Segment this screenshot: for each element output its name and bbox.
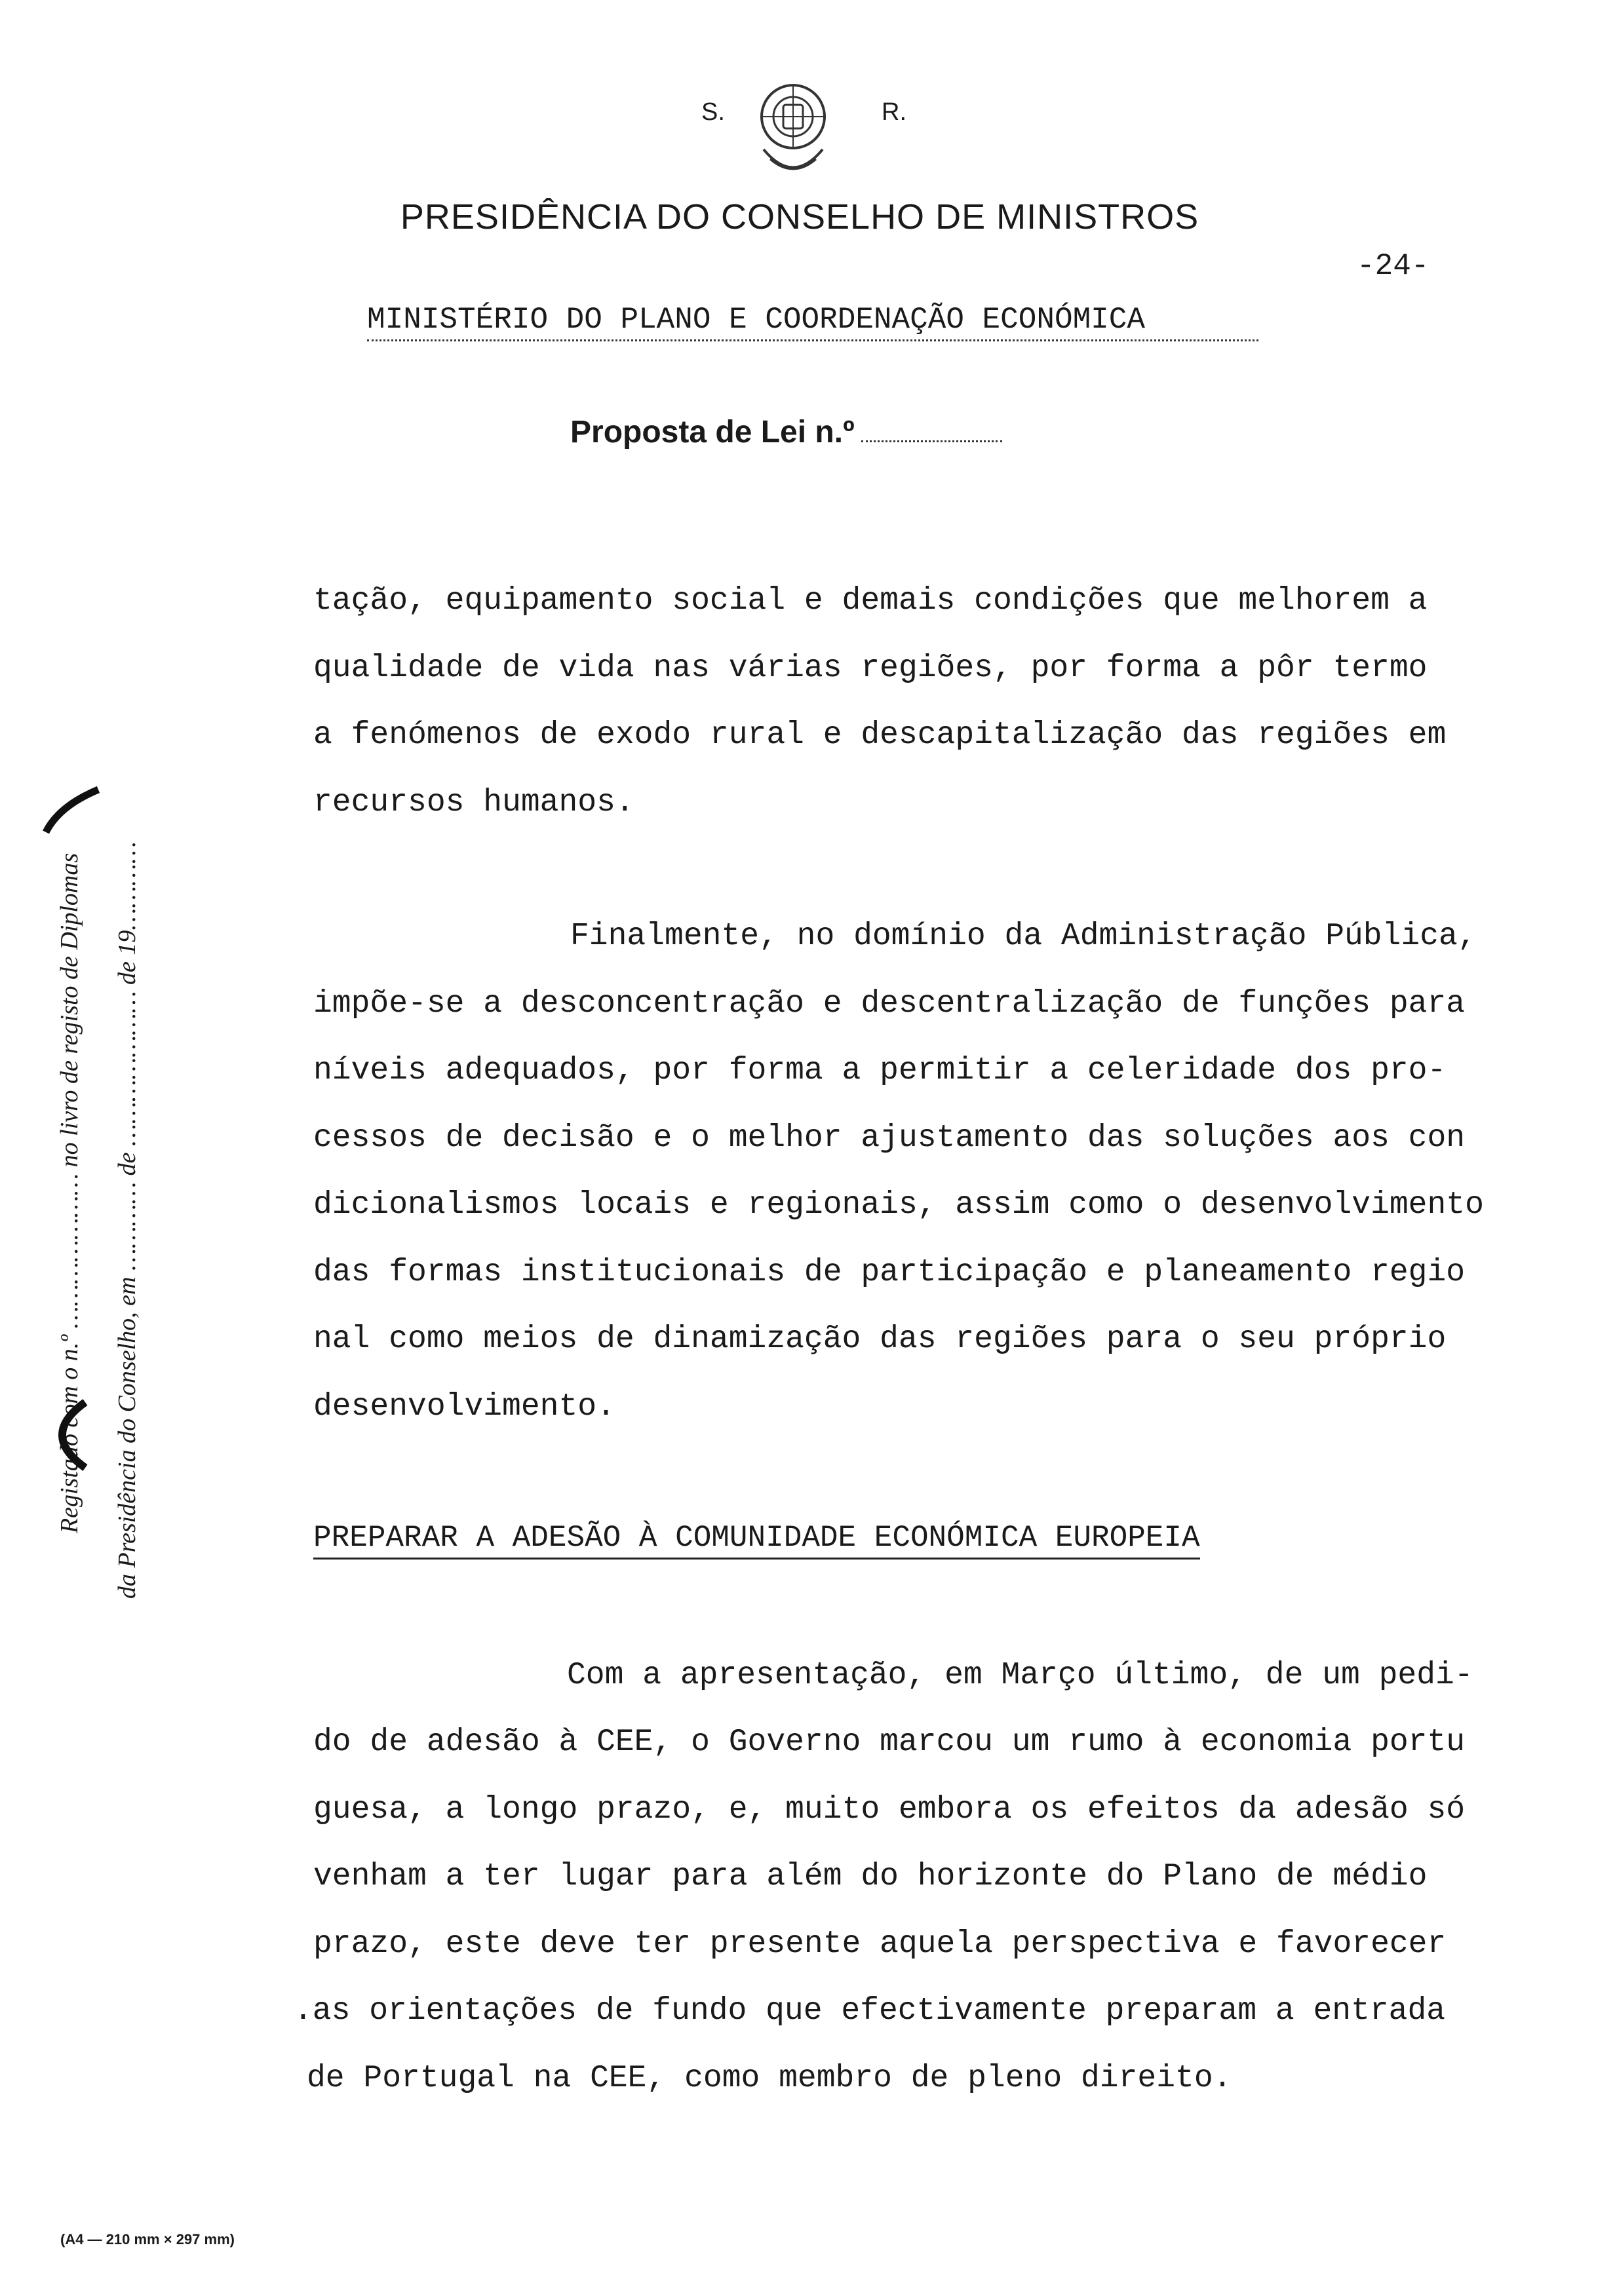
text-line: prazo, este deve ter presente aquela perspectiva e favorecer [313, 1926, 1447, 1962]
margin-registry-line-1: Registado com o n.º ………………… no livro de registo de Diplomas [56, 852, 83, 1533]
ministry-title: MINISTÉRIO DO PLANO E COORDENAÇÃO ECONÓMICA [367, 303, 1258, 341]
presidency-title: PRESIDÊNCIA DO CONSELHO DE MINISTROS [400, 197, 1199, 237]
section-heading-wrap [313, 1520, 1200, 1556]
proposal-label: Proposta de Lei n.º [570, 414, 1002, 450]
text-line: recursos humanos. [313, 785, 634, 820]
text-line: qualidade de vida nas várias regiões, por forma a pôr termo [313, 651, 1428, 686]
text-line: nal como meios de dinamização das regiões para o seu próprio [313, 1322, 1447, 1357]
text-line: venham a ter lugar para além do horizonte do Plano de médio [313, 1859, 1428, 1894]
section-heading: PREPARAR A ADESÃO À COMUNIDADE ECONÓMICA EUROPEIA [313, 1521, 1200, 1559]
bracket-mark-icon [33, 1396, 98, 1474]
paper-size-note: (A4 — 210 mm × 297 mm) [60, 2231, 235, 2248]
text-line: do de adesão à CEE, o Governo marcou um rumo à economia portu [313, 1725, 1466, 1760]
text-line: guesa, a longo prazo, e, muito embora os efeitos da adesão só [313, 1792, 1466, 1827]
margin-registry-line-2: da Presidência do Conselho, em ………… de ………………… de 19………… [113, 841, 141, 1599]
s-letter: S. [701, 98, 725, 126]
text-line: impõe-se a desconcentração e descentralização de funções para [313, 986, 1466, 1022]
text-line: Finalmente, no domínio da Administração Pública, [570, 919, 1477, 954]
text-line: dicionalismos locais e regionais, assim como o desenvolvimento [313, 1187, 1484, 1223]
text-line: desenvolvimento. [313, 1389, 615, 1425]
proposal-number-blank [861, 440, 1002, 442]
coat-of-arms-icon [744, 71, 842, 195]
bracket-mark-icon [39, 780, 105, 845]
text-line: tação, equipamento social e demais condições que melhorem a [313, 583, 1428, 619]
text-line: .as orientações de fundo que efectivamente preparam a entrada [294, 1993, 1446, 2029]
text-line: a fenómenos de exodo rural e descapitalização das regiões em [313, 718, 1447, 753]
text-line: cessos de decisão e o melhor ajustamento das soluções aos con [313, 1120, 1466, 1156]
text-line: de Portugal na CEE, como membro de pleno direito. [307, 2061, 1232, 2096]
text-line: níveis adequados, por forma a permitir a celeridade dos pro- [313, 1053, 1447, 1088]
r-letter: R. [882, 98, 906, 126]
page-number: -24- [1357, 249, 1430, 283]
header-sr [682, 90, 944, 143]
text-line: Com a apresentação, em Março último, de um pedi- [567, 1658, 1473, 1693]
text-line: das formas institucionais de participação e planeamento regio [313, 1255, 1466, 1290]
